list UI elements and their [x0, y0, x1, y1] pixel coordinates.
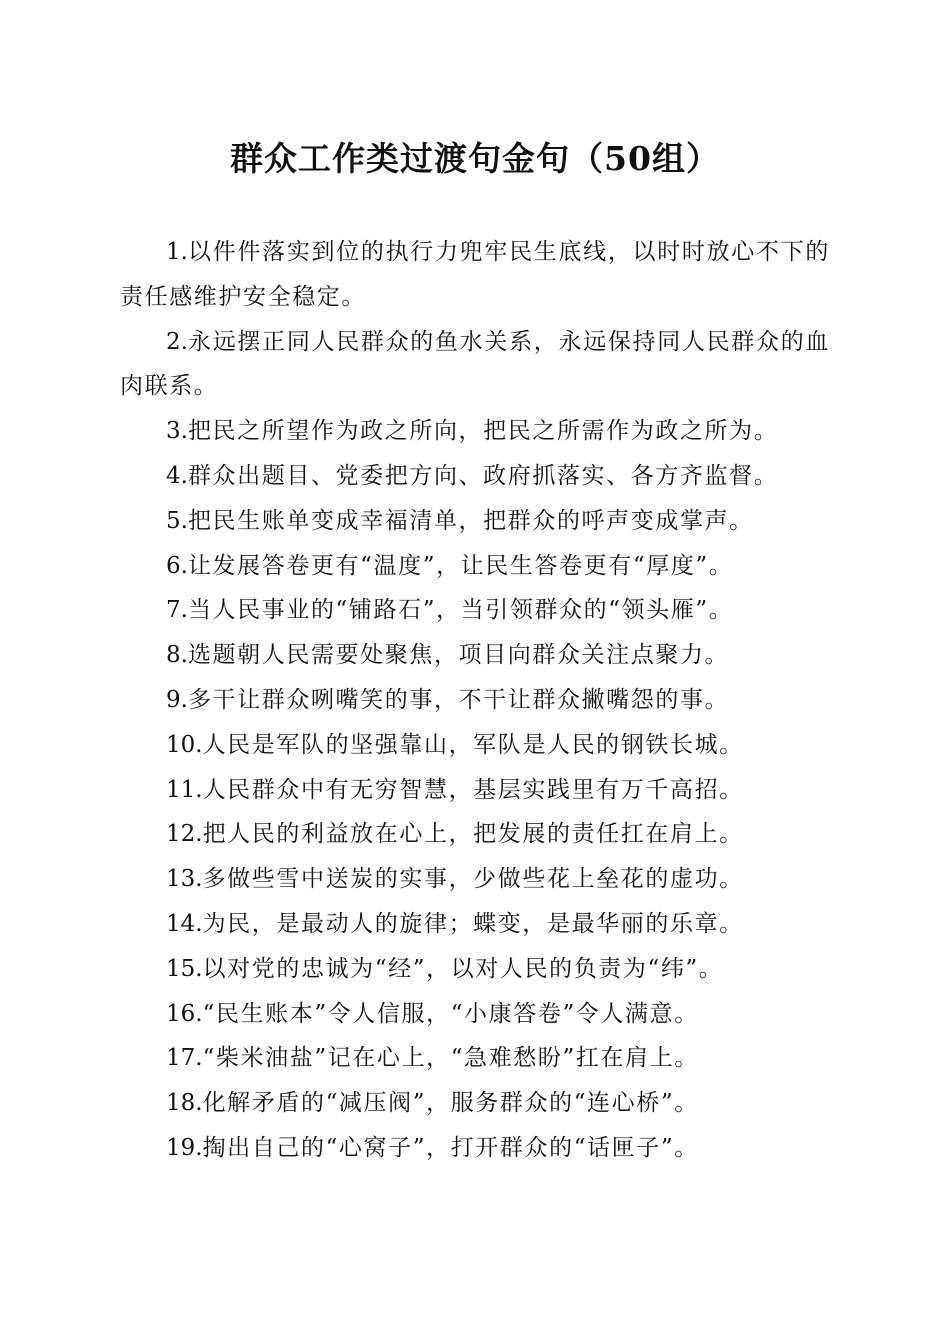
item-text: 让发展答卷更有“温度”，让民生答卷更有“厚度”。 — [187, 552, 734, 579]
item-text: 多干让群众咧嘴笑的事，不干让群众撇嘴怨的事。 — [187, 686, 730, 713]
item-text: 化解矛盾的“减压阀”，服务群众的“连心桥”。 — [202, 1090, 699, 1117]
list-item — [120, 633, 830, 678]
list-item — [120, 723, 830, 768]
item-number: 4. — [166, 462, 188, 489]
item-number: 5. — [166, 507, 188, 534]
item-text: 把民生账单变成幸福清单，把群众的呼声变成掌声。 — [187, 507, 754, 534]
item-text: 当人民事业的“铺路石”，当引领群众的“领头雁”。 — [187, 597, 734, 624]
list-item — [120, 588, 830, 633]
item-text: 多做些雪中送炭的实事，少做些花上垒花的虚功。 — [202, 866, 744, 893]
list-item — [120, 857, 830, 902]
item-text: 掏出自己的“心窝子”，打开群众的“话匣子”。 — [202, 1134, 699, 1161]
list-item — [120, 768, 830, 813]
list-item — [120, 230, 830, 320]
item-text: 人民是军队的坚强靠山，军队是人民的钢铁长城。 — [202, 731, 744, 758]
item-number: 7. — [166, 597, 188, 624]
list-item — [120, 320, 830, 410]
list-item — [120, 409, 830, 454]
item-text: 群众出题目、党委把方向、政府抓落实、各方齐监督。 — [187, 462, 779, 489]
item-text: 选题朝人民需要处聚焦，项目向群众关注点聚力。 — [187, 642, 730, 669]
list-item — [120, 902, 830, 947]
item-number: 14. — [166, 910, 203, 937]
list-item — [120, 947, 830, 992]
item-number: 16. — [166, 1000, 203, 1027]
list-item — [120, 992, 830, 1037]
item-number: 13. — [166, 866, 203, 893]
item-text: 以件件落实到位的执行力兜牢民生底线，以时时放心不下的责任感维护安全稳定。 — [120, 239, 830, 310]
item-text: “民生账本”令人信服，“小康答卷”令人满意。 — [202, 1000, 699, 1027]
list-item — [120, 499, 830, 544]
item-number: 15. — [166, 955, 203, 982]
list-item — [120, 812, 830, 857]
item-text: 为民，是最动人的旋律；蝶变，是最华丽的乐章。 — [202, 910, 744, 937]
item-text: 以对党的忠诚为“经”，以对人民的负责为“纬”。 — [202, 955, 724, 982]
item-number: 11. — [166, 776, 203, 803]
sentence-list — [120, 230, 830, 1171]
list-item — [120, 1036, 830, 1081]
page-title: 群众工作类过渡句金句（50组） — [230, 139, 720, 178]
item-number: 9. — [166, 686, 188, 713]
item-number: 12. — [166, 821, 203, 848]
item-text: 把民之所望作为政之所向，把民之所需作为政之所为。 — [187, 418, 779, 445]
item-text: 把人民的利益放在心上，把发展的责任扛在肩上。 — [202, 821, 744, 848]
item-number: 19. — [166, 1134, 203, 1161]
item-number: 8. — [166, 642, 188, 669]
item-number: 6. — [166, 552, 188, 579]
item-number: 1. — [166, 239, 188, 265]
list-item — [120, 454, 830, 499]
list-item — [120, 544, 830, 589]
item-text: 人民群众中有无穷智慧，基层实践里有万千高招。 — [202, 776, 744, 803]
list-item — [120, 1126, 830, 1171]
item-number: 3. — [166, 418, 188, 445]
list-item — [120, 1081, 830, 1126]
item-number: 10. — [166, 731, 203, 758]
item-text: 永远摆正同人民群众的鱼水关系，永远保持同人民群众的血肉联系。 — [120, 328, 830, 400]
list-item — [120, 678, 830, 723]
item-text: “柴米油盐”记在心上，“急难愁盼”扛在肩上。 — [202, 1045, 699, 1072]
item-number: 17. — [166, 1045, 203, 1072]
item-number: 18. — [166, 1090, 203, 1117]
item-number: 2. — [166, 328, 188, 355]
